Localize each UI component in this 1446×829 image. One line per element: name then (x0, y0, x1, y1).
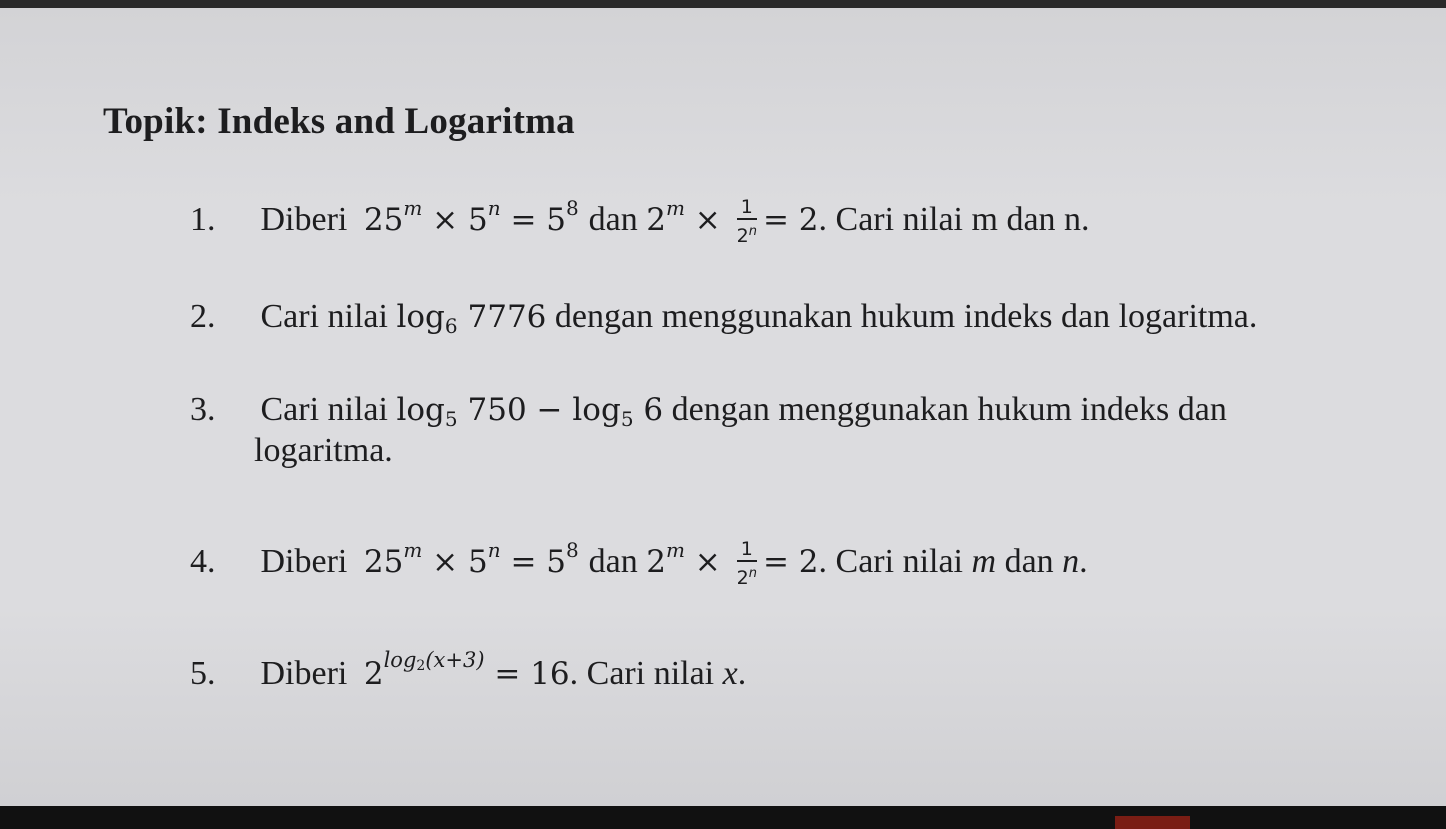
slide (0, 8, 1446, 806)
question-4: 4. Diberi $25^m \times 5^n = 5^8$ dan 2$^m$ × $\frac{1}{2^n}$ = 2. Cari nilai m dan n. (190, 538, 1088, 590)
question-number: 4. (190, 543, 216, 580)
question-number: 1. (190, 201, 216, 238)
topic-heading: Topik: Indeks and Logaritma (103, 101, 575, 142)
bottom-red-accent (1115, 816, 1190, 829)
question-1: 1. Diberi $25^m \times 5^n = 5^8$ dan 2$^m$ × $\frac{1}{2^n}$ = 2. Cari nilai m dan n. (190, 196, 1090, 248)
question-3: 3. Cari nilai $\log_5 750 - \log_5 6$ dengan menggunakan hukum indeks dan (190, 391, 1227, 431)
bottom-dark-edge (0, 806, 1446, 829)
fraction: $\frac{1}{2^n}$ (736, 196, 757, 248)
question-5: 5. Diberi $2^{log_2(x+3)} = 16$. Cari nilai x. (190, 648, 747, 692)
question-lead: Diberi (260, 201, 348, 238)
question-number: 3. (190, 391, 216, 428)
question-3-continuation: logaritma. (254, 432, 393, 469)
fraction: $\frac{1}{2^n}$ (736, 538, 757, 590)
question-number: 2. (190, 298, 216, 335)
question-number: 5. (190, 655, 216, 692)
question-2: 2. Cari nilai $\log_6 7776$ dengan menggunakan hukum indeks dan logaritma. (190, 298, 1258, 338)
